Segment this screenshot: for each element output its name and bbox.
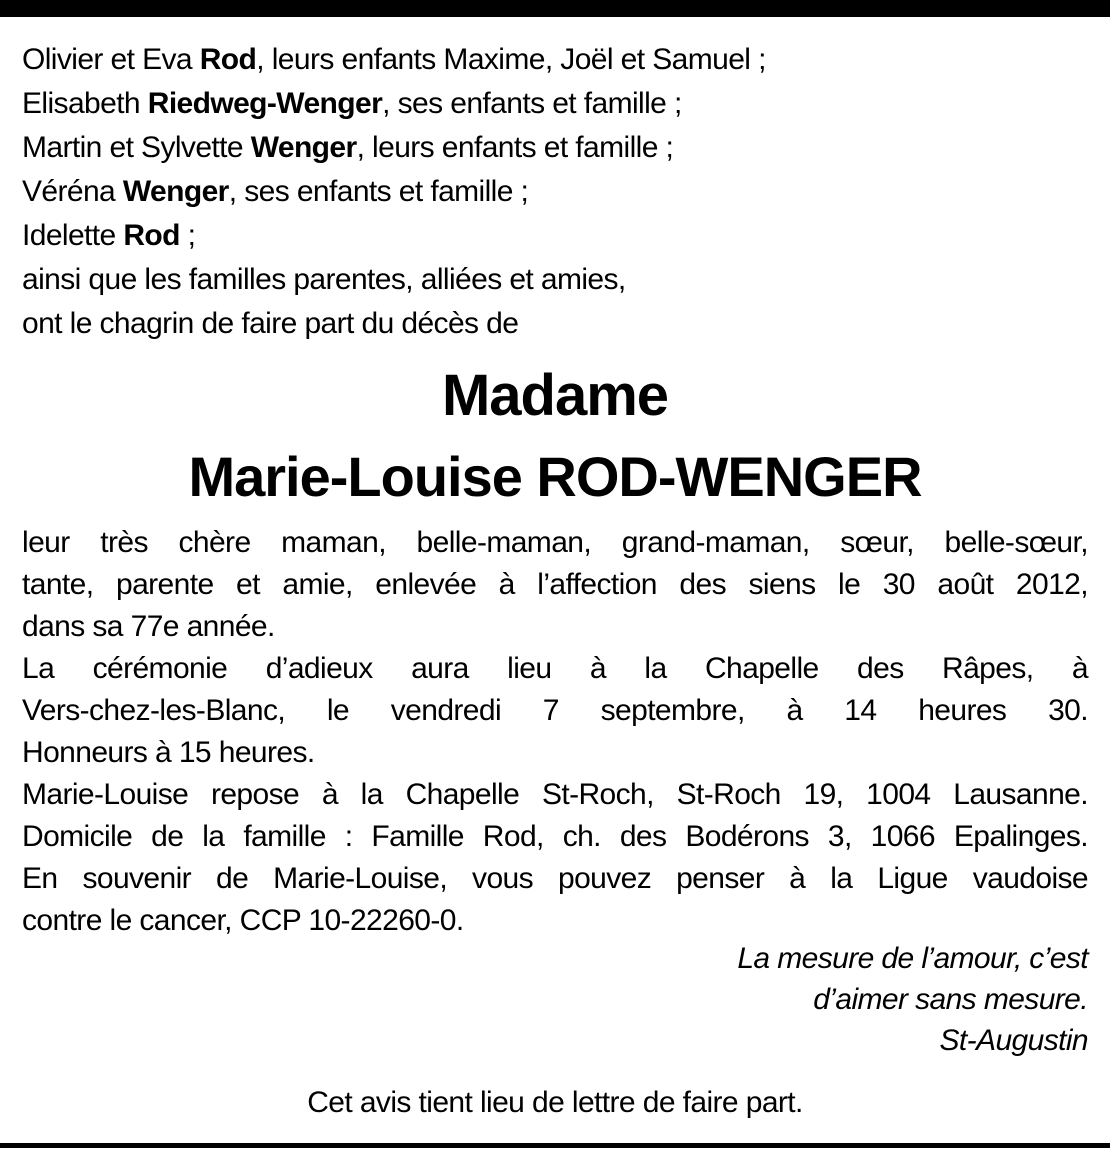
family-line xyxy=(22,258,1088,302)
body-line: Marie-Louise repose à la Chapelle St-Roch, St-Roch 19, 1004 Lausanne. xyxy=(22,778,1088,811)
text: , ses enfants et famille ; xyxy=(228,175,529,208)
text: Véréna xyxy=(22,175,123,208)
family-line xyxy=(22,82,1088,126)
text: , leurs enfants et famille ; xyxy=(356,131,674,164)
quote-author: St-Augustin xyxy=(939,1024,1088,1057)
quote-line: d’aimer sans mesure. xyxy=(813,983,1088,1016)
text: Elisabeth xyxy=(22,87,148,120)
body-line: dans sa 77e année. xyxy=(22,610,275,643)
family-list xyxy=(22,38,1088,346)
bottom-border-rule xyxy=(0,1143,1110,1148)
quote xyxy=(737,938,1088,1061)
family-name: Riedweg-Wenger xyxy=(147,87,383,120)
obituary-body xyxy=(22,522,1088,942)
text: ont le chagrin de faire part du décès de xyxy=(22,307,519,340)
body-line: La cérémonie d’adieux aura lieu à la Chapelle des Râpes, à xyxy=(22,652,1088,685)
text: ; xyxy=(179,219,196,252)
body-line: contre le cancer, CCP 10-22260-0. xyxy=(22,904,464,937)
body-line: leur très chère maman, belle-maman, grand-maman, sœur, belle-sœur, xyxy=(22,526,1088,559)
deceased-name: Marie-Louise ROD-WENGER xyxy=(188,445,922,508)
text: Olivier et Eva xyxy=(22,43,200,76)
body-line: Domicile de la famille : Famille Rod, ch. des Bodérons 3, 1066 Epalinges. xyxy=(22,820,1088,853)
text: , ses enfants et famille ; xyxy=(382,87,682,120)
footer-note: Cet avis tient lieu de lettre de faire part. xyxy=(307,1086,803,1119)
body-line: Honneurs à 15 heures. xyxy=(22,736,315,769)
top-border-bar xyxy=(0,0,1110,17)
text: Martin et Sylvette xyxy=(22,131,251,164)
family-name: Rod xyxy=(123,219,180,252)
quote-line: La mesure de l’amour, c’est xyxy=(737,942,1088,975)
family-name: Wenger xyxy=(122,175,229,208)
family-line xyxy=(22,302,1088,346)
family-line xyxy=(22,38,1088,82)
text: , leurs enfants Maxime, Joël et Samuel ; xyxy=(256,43,766,76)
text: Idelette xyxy=(22,219,124,252)
deceased-title: Madame xyxy=(441,363,669,428)
family-name: Rod xyxy=(199,43,257,76)
family-line xyxy=(22,214,1088,258)
text: ainsi que les familles parentes, alliées et amies, xyxy=(22,263,626,296)
family-name: Wenger xyxy=(250,131,357,164)
family-line xyxy=(22,126,1088,170)
body-line: tante, parente et amie, enlevée à l’affection des siens le 30 août 2012, xyxy=(22,568,1088,601)
family-line xyxy=(22,170,1088,214)
body-line: En souvenir de Marie-Louise, vous pouvez penser à la Ligue vaudoise xyxy=(22,862,1088,895)
body-line: Vers-chez-les-Blanc, le vendredi 7 septembre, à 14 heures 30. xyxy=(22,694,1088,727)
